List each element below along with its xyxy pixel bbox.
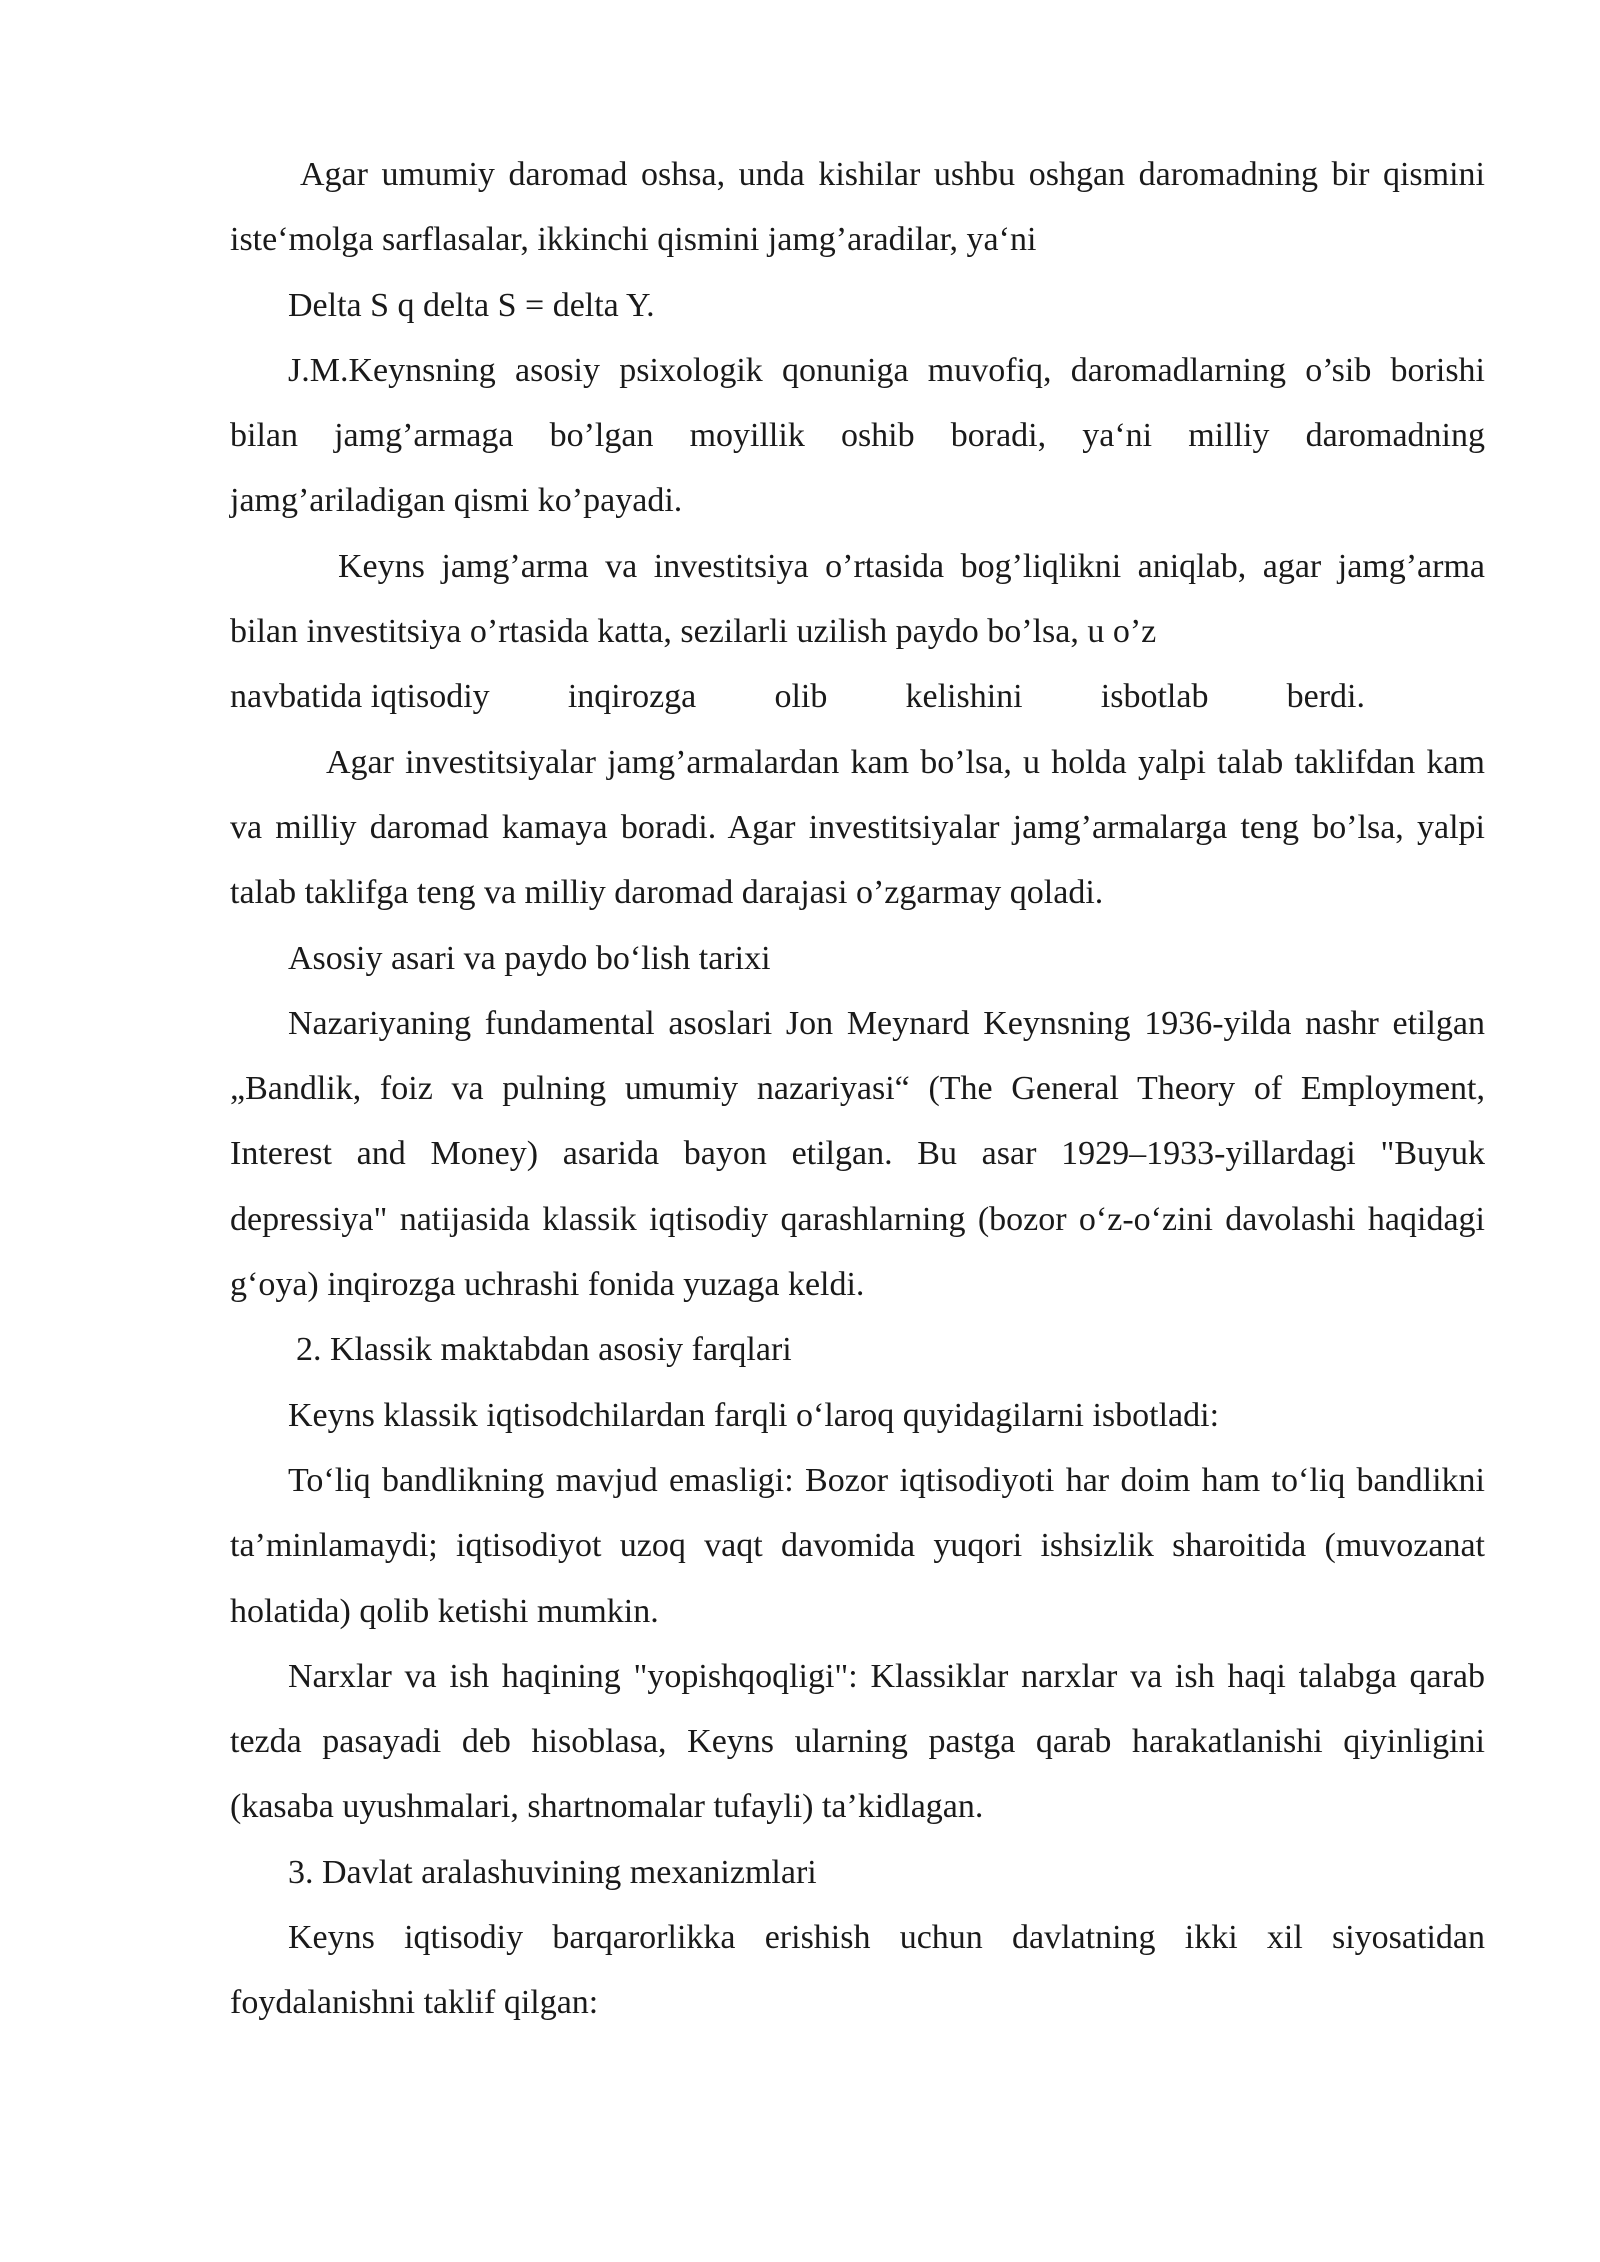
spread-word: olib — [774, 678, 828, 716]
paragraph-sticky-prices: Narxlar va ish haqining "yopishqoqligi": Klassiklar narxlar va ish haqi talabga qarab tezda pasayadi deb hisoblasa, Keyns ularning pastga qarab harakatlanishi qiyinligini (kasaba uyushmalari, shartnomalar tufayli) ta’kidlagan. — [230, 1657, 1485, 1826]
paragraph-income-growth: Agar umumiy daromad oshsa, unda kishilar ushbu oshgan daromadning bir qismini iste‘molga sarflasalar, ikkinchi qismini jamg’aradilar, ya‘ni — [230, 156, 1485, 259]
paragraph-two-policies: Keyns iqtisodiy barqarorlikka erishish uchun davlatning ikki xil siyosatidan foydalanishni taklif qilgan: — [230, 1919, 1485, 2022]
section-heading-state-intervention: 3. Davlat aralashuvining mexanizmlari — [288, 1853, 817, 1891]
paragraph-savings-investment-last-line — [230, 664, 1365, 729]
document-body — [230, 142, 1485, 2036]
section-heading-classical-differences: 2. Klassik maktabdan asosiy farqlari — [296, 1331, 792, 1369]
spread-word: kelishini — [905, 678, 1023, 716]
paragraph-keynes-law: J.M.Keynsning asosiy psixologik qonuniga muvofiq, daromadlarning o’sib borishi bilan jamg’armaga bo’lgan moyillik oshib boradi, ya‘ni milliy daromadning jamg’ariladigan qismi ko’payadi. — [230, 351, 1485, 520]
paragraph-full-employment: To‘liq bandlikning mavjud emasligi: Bozor iqtisodiyoti har doim ham to‘liq bandlikni ta’minlamaydi; iqtisodiyot uzoq vaqt davomida yuqori ishsizlik sharoitida (muvozanat holatida) qolib ketishi mumkin. — [230, 1461, 1485, 1630]
spread-word: isbotlab — [1100, 678, 1209, 716]
paragraph-keynes-proved: Keyns klassik iqtisodchilardan farqli o‘laroq quyidagilarni isbotladi: — [288, 1396, 1220, 1434]
spread-word: navbatida iqtisodiy — [230, 678, 490, 716]
paragraph-delta-formula: Delta S q delta S = delta Y. — [288, 286, 655, 324]
spread-word: inqirozga — [567, 678, 697, 716]
section-heading-origin: Asosiy asari va paydo bo‘lish tarixi — [288, 939, 771, 977]
paragraph-savings-investment: Keyns jamg’arma va investitsiya o’rtasida bog’liqlikni aniqlab, agar jamg’arma bilan investitsiya o’rtasida katta, sezilarli uzilish paydo bo’lsa, u o’z — [230, 547, 1485, 651]
spread-word: berdi. — [1286, 678, 1365, 716]
paragraph-investment-comparison: Agar investitsiyalar jamg’armalardan kam bo’lsa, u holda yalpi talab taklifdan kam va milliy daromad kamaya boradi. Agar investitsiyalar jamg’armalarga teng bo’lsa, yalpi talab taklifga teng va milliy daromad darajasi o’zgarmay qoladi. — [230, 743, 1485, 912]
paragraph-general-theory: Nazariyaning fundamental asoslari Jon Meynard Keynsning 1936-yilda nashr etilgan „Bandlik, foiz va pulning umumiy nazariyasi“ (The General Theory of Employment, Interest and Money) asarida bayon etilgan. Bu asar 1929–1933-yillardagi "Buyuk depressiya" natijasida klassik iqtisodiy qarashlarning (bozor o‘z-o‘zini davolashi haqidagi g‘oya) inqirozga uchrashi fonida yuzaga keldi. — [230, 1004, 1485, 1304]
